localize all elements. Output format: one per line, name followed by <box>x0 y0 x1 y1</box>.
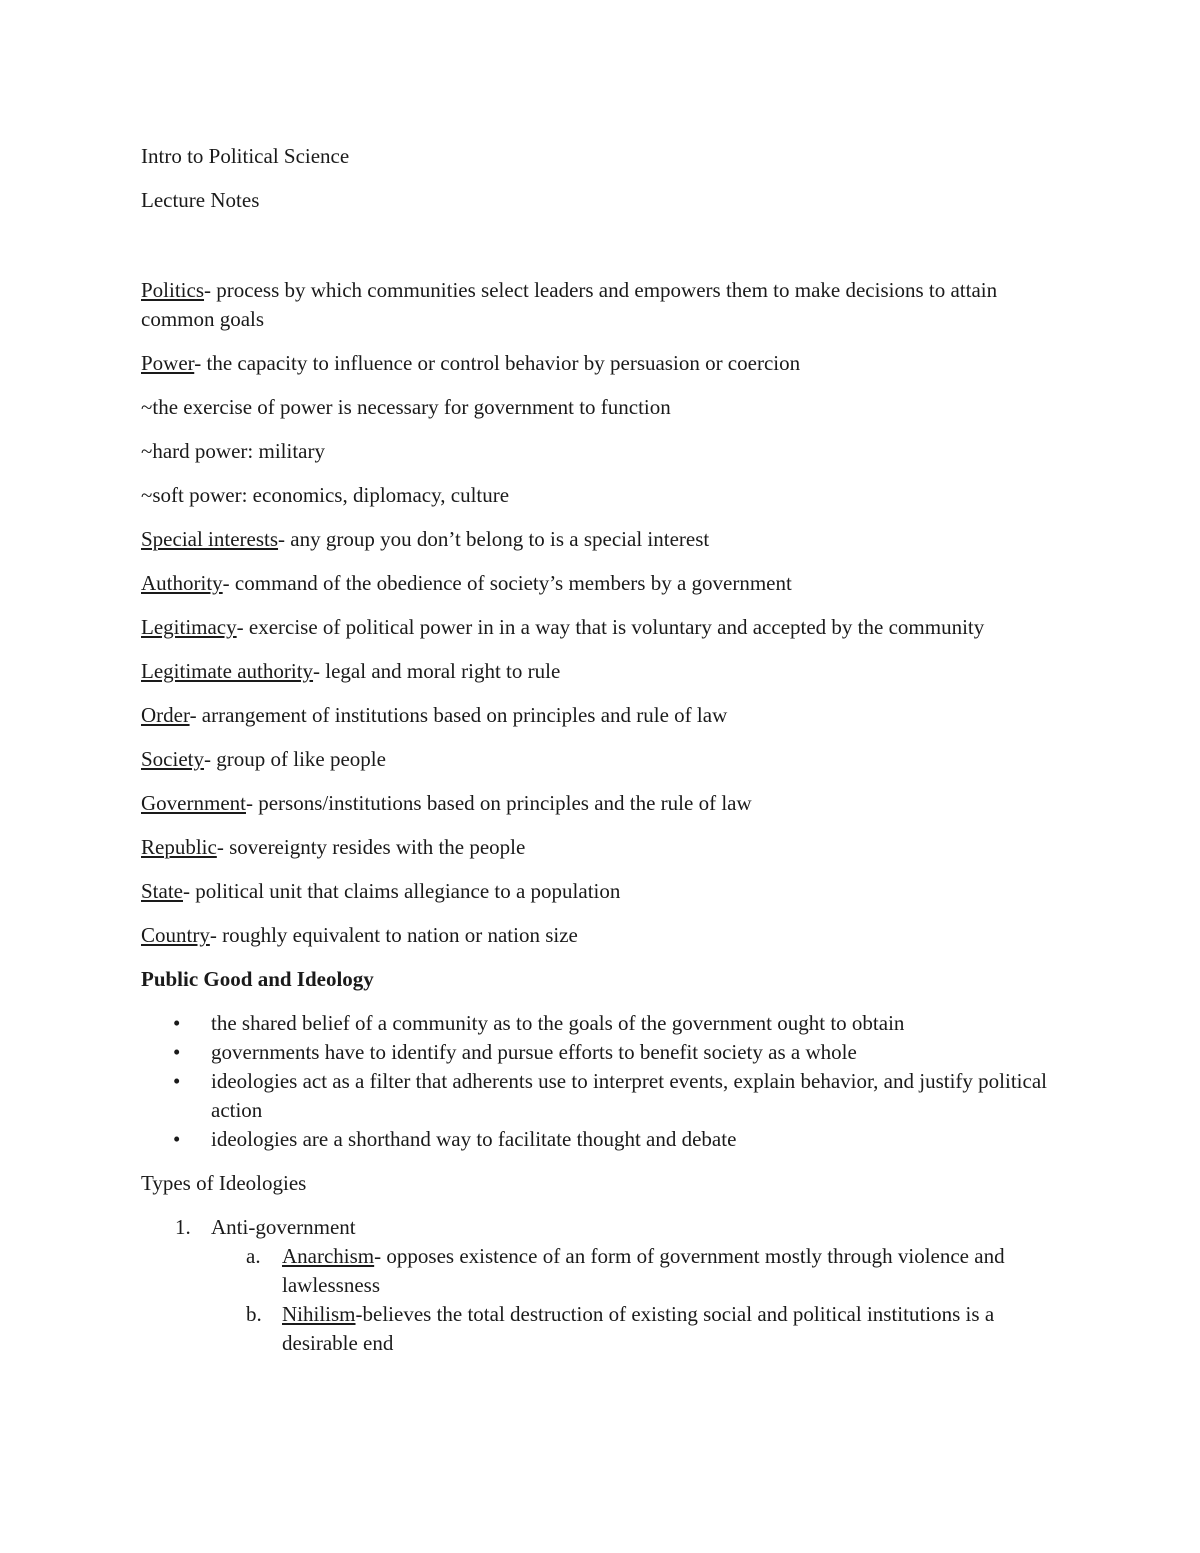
bullet-list <box>141 1009 1061 1154</box>
definition-government <box>141 789 1061 818</box>
definition-text: - sovereignty resides with the people <box>216 835 526 859</box>
types-heading: Types of Ideologies <box>141 1171 307 1195</box>
type-label: Anti-government <box>211 1215 356 1239</box>
term: Authority <box>141 571 223 595</box>
definition-text: - political unit that claims allegiance to a population <box>183 879 621 903</box>
subtype-text: -believes the total destruction of existing social and political institutions is a desirable end <box>282 1302 995 1355</box>
definition-text: - roughly equivalent to nation or nation size <box>209 923 578 947</box>
type-number: 1. <box>175 1215 191 1239</box>
definition-special-interests <box>141 525 1061 554</box>
document-title: Intro to Political Science <box>141 144 350 168</box>
definition-text: - group of like people <box>204 747 386 771</box>
subtype-letter: a. <box>246 1244 261 1268</box>
definition-country <box>141 921 1061 950</box>
definition-order <box>141 701 1061 730</box>
bullet-item: • governments have to identify and pursue efforts to benefit society as a whole <box>211 1038 1061 1067</box>
definition-state <box>141 877 1061 906</box>
definition-text: - persons/institutions based on principles and the rule of law <box>245 791 752 815</box>
note-soft-power <box>141 481 1061 510</box>
definition-power <box>141 349 1061 378</box>
subtype-item <box>246 1300 1061 1358</box>
term: State <box>141 879 183 903</box>
note-power-exercise <box>141 393 1061 422</box>
note-text: ~the exercise of power is necessary for government to function <box>141 395 671 419</box>
subtype-text: - opposes existence of an form of government mostly through violence and lawlessness <box>282 1244 1005 1297</box>
term: Order <box>141 703 190 727</box>
definition-politics <box>141 276 1061 334</box>
term: Power <box>141 351 195 375</box>
definitions-list <box>141 276 1061 950</box>
definition-text: - any group you don’t belong to is a special interest <box>278 527 710 551</box>
term: Special interests <box>141 527 279 551</box>
term: Society <box>141 747 204 771</box>
term: Legitimate authority <box>141 659 314 683</box>
subtype-letter: b. <box>246 1302 262 1326</box>
definition-republic <box>141 833 1061 862</box>
section-heading: Public Good and Ideology <box>141 967 374 991</box>
document-subtitle: Lecture Notes <box>141 188 260 212</box>
term: Nihilism <box>282 1302 356 1326</box>
term: Government <box>141 791 246 815</box>
term: Republic <box>141 835 217 859</box>
note-text: ~soft power: economics, diplomacy, culture <box>141 483 510 507</box>
definition-text: - process by which communities select leaders and empowers them to make decisions to attain common goals <box>141 278 998 331</box>
term: Legitimacy <box>141 615 237 639</box>
definition-text: - exercise of political power in in a way that is voluntary and accepted by the community <box>236 615 985 639</box>
subtype-list <box>211 1242 1061 1358</box>
definition-text: - the capacity to influence or control behavior by persuasion or coercion <box>194 351 801 375</box>
bullet-item: • the shared belief of a community as to the goals of the government ought to obtain <box>211 1009 1061 1038</box>
term: Anarchism <box>282 1244 375 1268</box>
types-list <box>141 1213 1061 1358</box>
term: Politics <box>141 278 205 302</box>
definition-text: - legal and moral right to rule <box>313 659 561 683</box>
definition-legitimate-authority <box>141 657 1061 686</box>
subtype-item <box>246 1242 1061 1300</box>
definition-authority <box>141 569 1061 598</box>
bullet-item: • ideologies act as a filter that adherents use to interpret events, explain behavior, and justify political action <box>211 1067 1061 1125</box>
definition-society <box>141 745 1061 774</box>
note-hard-power <box>141 437 1061 466</box>
definition-text: - arrangement of institutions based on principles and rule of law <box>189 703 728 727</box>
definition-legitimacy <box>141 613 1061 642</box>
term: Country <box>141 923 210 947</box>
bullet-item: • ideologies are a shorthand way to facilitate thought and debate <box>211 1125 1061 1154</box>
document-body <box>141 142 1061 1358</box>
note-text: ~hard power: military <box>141 439 325 463</box>
definition-text: - command of the obedience of society’s members by a government <box>222 571 792 595</box>
type-item <box>175 1213 1061 1358</box>
